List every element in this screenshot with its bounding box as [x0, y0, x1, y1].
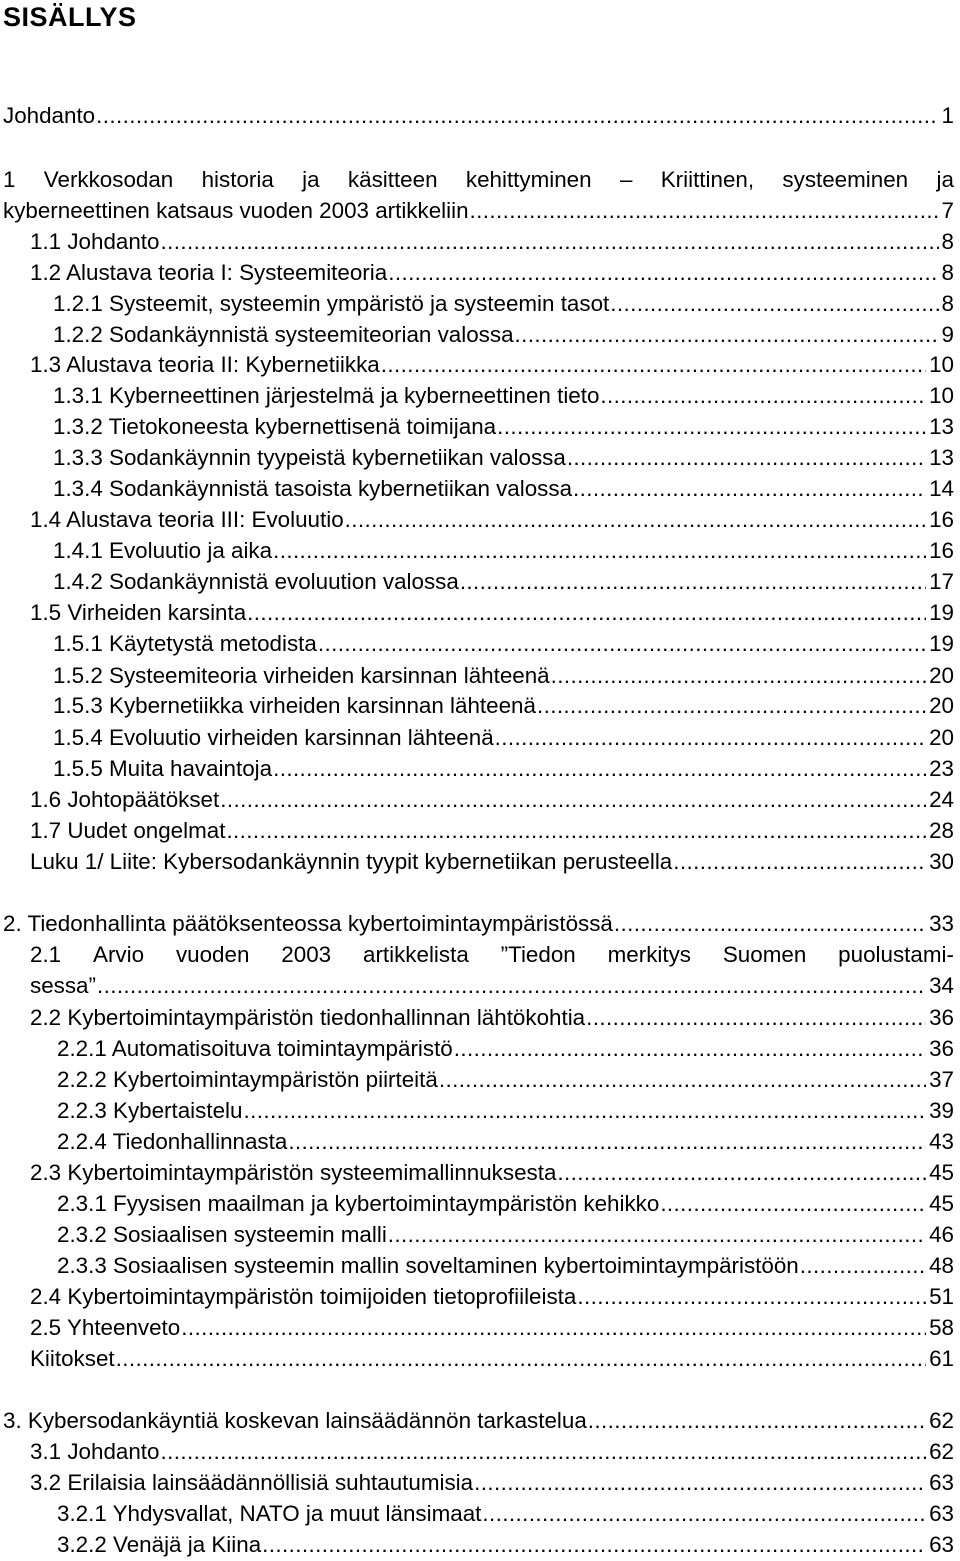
dot-leader	[600, 380, 926, 411]
toc-entry[interactable]	[57, 1033, 960, 1064]
dot-leader	[262, 1529, 926, 1560]
toc-entry-page: 24	[929, 787, 954, 812]
toc-entry-page: 63	[929, 1532, 954, 1557]
toc-entry-page: 45	[929, 1191, 954, 1216]
toc-entry-page: 14	[929, 476, 954, 501]
toc-entry-page: 13	[929, 414, 954, 439]
dot-leader	[220, 784, 926, 815]
toc-entry-label: Kiitokset	[30, 1346, 115, 1371]
toc-entry[interactable]	[30, 1157, 960, 1188]
toc-entry-label-line1: 2.1 Arvio vuoden 2003 artikkelista ”Tiedon merkitys Suomen puolustami-	[30, 942, 954, 967]
toc-entry-page: 34	[929, 973, 954, 998]
dot-leader	[460, 566, 926, 597]
dot-leader	[454, 1033, 926, 1064]
dot-leader	[610, 288, 938, 319]
toc-entry-label: 2.2.1 Automatisoituva toimintaympäristö	[57, 1036, 453, 1061]
toc-entry[interactable]	[30, 1312, 960, 1343]
toc-entry[interactable]	[53, 660, 960, 691]
toc-entry-label: 1.3.1 Kyberneettinen järjestelmä ja kyberneettinen tieto	[53, 383, 600, 408]
toc-entry[interactable]	[57, 1529, 960, 1560]
toc-entry-label: 1.2.1 Systeemit, systeemin ympäristö ja systeemin tasot	[53, 291, 610, 316]
toc-entry[interactable]	[30, 846, 960, 877]
toc-entry-label: 1.3 Alustava teoria II: Kybernetiikka	[30, 352, 380, 377]
toc-entry-page: 58	[929, 1315, 954, 1340]
toc-entry[interactable]	[53, 628, 960, 659]
toc-entry-page: 36	[929, 1036, 954, 1061]
toc-entry-page: 16	[929, 507, 954, 532]
toc-entry-label: 2.3.2 Sosiaalisen systeemin malli	[57, 1222, 387, 1247]
dot-leader	[318, 628, 926, 659]
toc-entry-label: 1.5 Virheiden karsinta	[30, 600, 247, 625]
toc-entry[interactable]	[57, 1498, 960, 1529]
toc-entry-page: 51	[929, 1284, 954, 1309]
toc-entry-page: 30	[929, 849, 954, 874]
toc-entry[interactable]	[30, 1281, 960, 1312]
toc-entry-label: 1.7 Uudet ongelmat	[30, 818, 226, 843]
dot-leader	[614, 908, 926, 939]
toc-entry[interactable]	[30, 1002, 960, 1033]
toc-entry[interactable]	[30, 504, 960, 535]
toc-entry[interactable]	[57, 1250, 960, 1281]
toc-entry[interactable]	[53, 722, 960, 753]
toc-entry[interactable]	[30, 1343, 960, 1374]
toc-entry-page: 45	[929, 1160, 954, 1185]
toc-entry-page: 39	[929, 1098, 954, 1123]
toc-entry[interactable]	[30, 226, 960, 257]
toc-entry[interactable]	[3, 1405, 960, 1436]
toc-entry-page: 23	[929, 756, 954, 781]
toc-entry-page: 37	[929, 1067, 954, 1092]
dot-leader	[557, 1157, 926, 1188]
toc-entry-page: 9	[941, 322, 954, 347]
toc-entry-label: 1.6 Johtopäätökset	[30, 787, 220, 812]
toc-entry[interactable]	[57, 1219, 960, 1250]
toc-entry-label-line1: 1 Verkkosodan historia ja käsitteen kehittyminen – Kriittinen, systeeminen ja	[3, 167, 954, 192]
dot-leader	[273, 753, 926, 784]
dot-leader	[388, 1219, 926, 1250]
toc-entry-label: 1.4.2 Sodankäynnistä evoluution valossa	[53, 569, 459, 594]
toc-entry-label: 2.2.3 Kybertaistelu	[57, 1098, 243, 1123]
toc-entry[interactable]	[53, 411, 960, 442]
dot-leader	[577, 1281, 926, 1312]
toc-entry-label: 2.3.1 Fyysisen maailman ja kybertoimintaympäristön kehikko	[57, 1191, 660, 1216]
dot-leader	[537, 690, 926, 721]
toc-entry-label: 1.5.2 Systeemiteoria virheiden karsinnan lähteenä	[53, 663, 550, 688]
dot-leader	[226, 815, 926, 846]
dot-leader	[160, 1436, 926, 1467]
dot-leader	[515, 319, 939, 350]
toc-entry[interactable]	[30, 970, 960, 1001]
dot-leader	[800, 1250, 926, 1281]
toc-entry[interactable]	[53, 690, 960, 721]
toc-entry-label: 1.5.5 Muita havaintoja	[53, 756, 273, 781]
toc-entry[interactable]	[53, 566, 960, 597]
toc-entry[interactable]	[57, 1064, 960, 1095]
toc-entry-page: 61	[929, 1346, 954, 1371]
dot-leader	[573, 473, 926, 504]
dot-leader	[247, 597, 926, 628]
toc-entry-label: 1.2.2 Sodankäynnistä systeemiteorian valossa	[53, 322, 514, 347]
toc-entry-label: sessa”	[30, 973, 96, 998]
toc-entry[interactable]	[3, 100, 960, 131]
toc-entry[interactable]	[3, 195, 960, 226]
dot-leader	[586, 1002, 926, 1033]
toc-entry-page: 1	[941, 103, 954, 128]
dot-leader	[474, 1467, 926, 1498]
toc-entry-wrapped[interactable]	[3, 164, 960, 195]
toc-entry-label: 3.1 Johdanto	[30, 1439, 160, 1464]
toc-entry-page: 8	[941, 291, 954, 316]
toc-entry-page: 36	[929, 1005, 954, 1030]
toc-entry-page: 20	[929, 693, 954, 718]
toc-entry[interactable]	[30, 784, 960, 815]
toc-entry-page: 8	[941, 229, 954, 254]
toc-entry[interactable]	[57, 1126, 960, 1157]
dot-leader	[288, 1126, 926, 1157]
toc-entry[interactable]	[53, 442, 960, 473]
toc-entry-page: 46	[929, 1222, 954, 1247]
page-title: SISÄLLYS	[3, 2, 137, 32]
toc-entry-label: 1.1 Johdanto	[30, 229, 160, 254]
toc-entry[interactable]	[53, 535, 960, 566]
dot-leader	[470, 195, 939, 226]
toc-entry-page: 13	[929, 445, 954, 470]
dot-leader	[439, 1064, 926, 1095]
dot-leader	[97, 970, 926, 1001]
toc-entry-label: 1.4 Alustava teoria III: Evoluutio	[30, 507, 344, 532]
toc-entry-page: 43	[929, 1129, 954, 1154]
toc-entry-label: 1.2 Alustava teoria I: Systeemiteoria	[30, 260, 388, 285]
toc-entry-label: 2.2 Kybertoimintaympäristön tiedonhallinnan lähtökohtia	[30, 1005, 586, 1030]
toc-entry-label: 1.3.4 Sodankäynnistä tasoista kybernetiikan valossa	[53, 476, 573, 501]
toc-entry-page: 17	[929, 569, 954, 594]
toc-entry[interactable]	[57, 1095, 960, 1126]
toc-entry-page: 28	[929, 818, 954, 843]
dot-leader	[345, 504, 926, 535]
toc-entry[interactable]	[53, 288, 960, 319]
toc-entry[interactable]	[3, 908, 960, 939]
toc-entry-label: 1.4.1 Evoluutio ja aika	[53, 538, 273, 563]
toc-entry-label: Luku 1/ Liite: Kybersodankäynnin tyypit kybernetiikan perusteella	[30, 849, 673, 874]
dot-leader	[673, 846, 926, 877]
toc-entry[interactable]	[53, 380, 960, 411]
toc-entry-page: 20	[929, 725, 954, 750]
toc-entry-page: 62	[929, 1439, 954, 1464]
toc-entry-label: 2.2.4 Tiedonhallinnasta	[57, 1129, 288, 1154]
toc-entry-label: 2.3 Kybertoimintaympäristön systeemimallinnuksesta	[30, 1160, 557, 1185]
toc-entry[interactable]	[53, 473, 960, 504]
dot-leader	[181, 1312, 926, 1343]
toc-entry-label: 3.2.2 Venäjä ja Kiina	[57, 1532, 262, 1557]
toc-entry-page: 19	[929, 600, 954, 625]
dot-leader	[495, 722, 926, 753]
toc-entry-page: 16	[929, 538, 954, 563]
toc-entry-page: 10	[929, 383, 954, 408]
dot-leader	[273, 535, 926, 566]
dot-leader	[497, 411, 926, 442]
toc-entry[interactable]	[30, 815, 960, 846]
toc-entry-label: 1.3.2 Tietokoneesta kybernettisenä toimijana	[53, 414, 497, 439]
dot-leader	[243, 1095, 926, 1126]
toc-entry[interactable]	[30, 597, 960, 628]
dot-leader	[588, 1405, 926, 1436]
toc-entry-label: 3. Kybersodankäyntiä koskevan lainsäädännön tarkastelua	[3, 1408, 587, 1433]
toc-entry-label: 1.5.3 Kybernetiikka virheiden karsinnan lähteenä	[53, 693, 536, 718]
toc-entry-label: 2. Tiedonhallinta päätöksenteossa kybertoimintaympäristössä	[3, 911, 613, 936]
toc-entry-label: Johdanto	[3, 103, 96, 128]
toc-entry-label: 2.4 Kybertoimintaympäristön toimijoiden tietoprofiileista	[30, 1284, 577, 1309]
toc-entry[interactable]	[57, 1188, 960, 1219]
toc-entry[interactable]	[30, 1467, 960, 1498]
toc-entry-label: 3.2.1 Yhdysvallat, NATO ja muut länsimaat	[57, 1501, 482, 1526]
toc-entry-label: 1.3.3 Sodankäynnin tyypeistä kybernetiikan valossa	[53, 445, 566, 470]
toc-entry-page: 33	[929, 911, 954, 936]
toc-entry-page: 62	[929, 1408, 954, 1433]
toc-entry-label: 3.2 Erilaisia lainsäädännöllisiä suhtautumisia	[30, 1470, 474, 1495]
toc-entry-page: 63	[929, 1470, 954, 1495]
toc-entry[interactable]	[30, 349, 960, 380]
dot-leader	[381, 349, 926, 380]
toc-entry-page: 19	[929, 631, 954, 656]
dot-leader	[388, 257, 938, 288]
toc-entry-label: 2.3.3 Sosiaalisen systeemin mallin soveltaminen kybertoimintaympäristöön	[57, 1253, 799, 1278]
toc-entry-page: 10	[929, 352, 954, 377]
toc-entry-label: 1.5.1 Käytetystä metodista	[53, 631, 317, 656]
dot-leader	[567, 442, 926, 473]
dot-leader	[96, 100, 938, 131]
dot-leader	[660, 1188, 926, 1219]
toc-entry-page: 63	[929, 1501, 954, 1526]
toc-entry-page: 7	[941, 198, 954, 223]
toc-entry-page: 48	[929, 1253, 954, 1278]
dot-leader	[482, 1498, 926, 1529]
toc-entry-page: 20	[929, 663, 954, 688]
dot-leader	[551, 660, 926, 691]
toc-entry[interactable]	[30, 1436, 960, 1467]
dot-leader	[160, 226, 938, 257]
toc-entry-label: 2.5 Yhteenveto	[30, 1315, 181, 1340]
toc-entry-label: 2.2.2 Kybertoimintaympäristön piirteitä	[57, 1067, 438, 1092]
toc-entry-page: 8	[941, 260, 954, 285]
toc-entry[interactable]	[53, 753, 960, 784]
toc-entry-wrapped[interactable]	[30, 939, 960, 970]
toc-entry[interactable]	[30, 257, 960, 288]
toc-entry[interactable]	[53, 319, 960, 350]
toc-entry-label: 1.5.4 Evoluutio virheiden karsinnan lähteenä	[53, 725, 494, 750]
dot-leader	[116, 1343, 926, 1374]
toc-entry-label: kyberneettinen katsaus vuoden 2003 artikkeliin	[3, 198, 469, 223]
